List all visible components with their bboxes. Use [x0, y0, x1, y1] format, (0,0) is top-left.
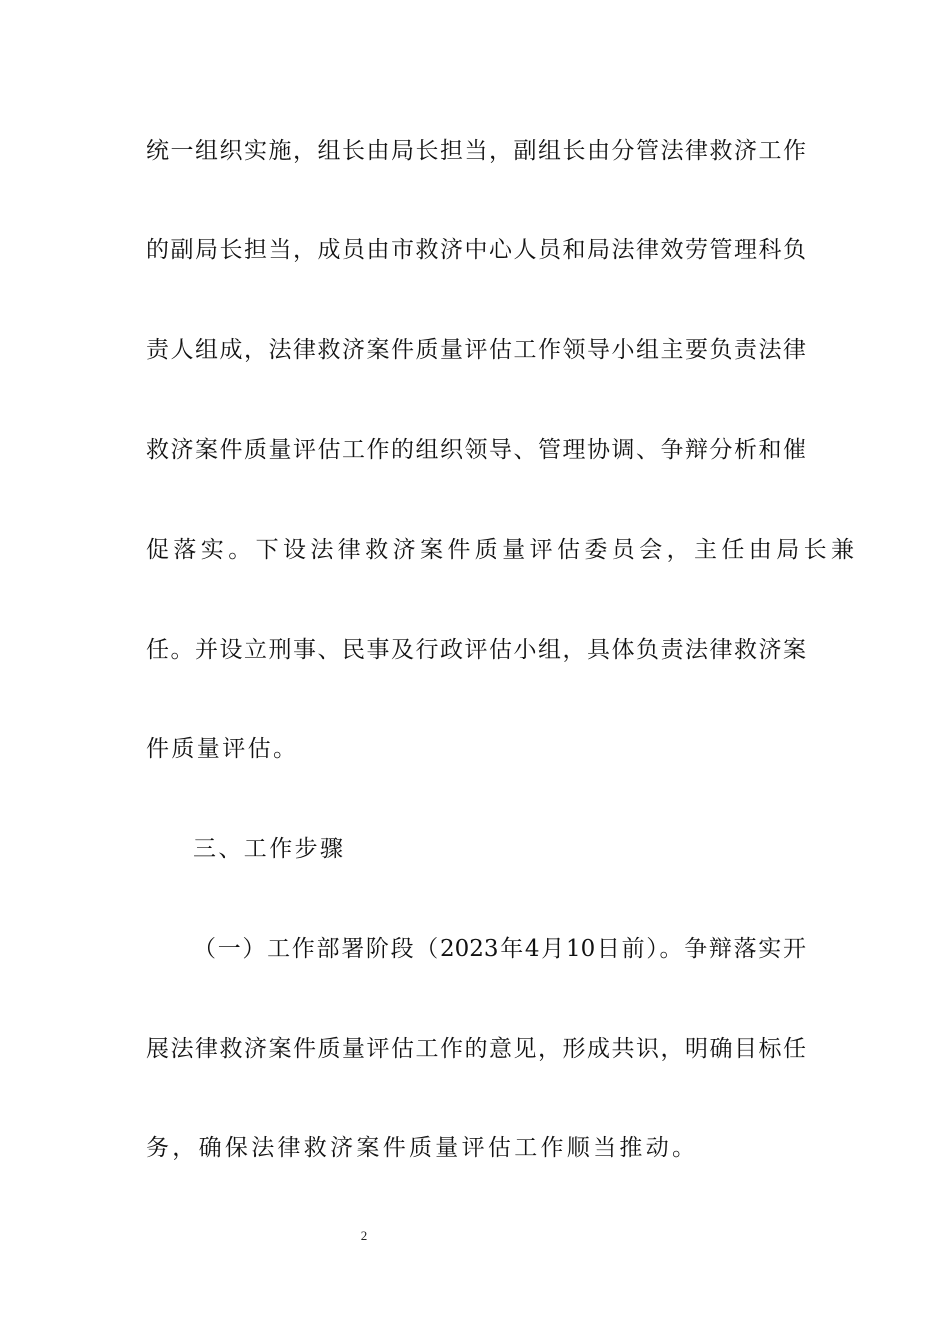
paragraph-line: 救济案件质量评估工作的组织领导、管理协调、争辩分析和催: [146, 437, 806, 463]
paragraph-line: 促落实。下设法律救济案件质量评估委员会，主任由局长兼: [146, 537, 859, 563]
paragraph-line: 件质量评估。: [146, 736, 299, 762]
paragraph-line: 的副局长担当，成员由市救济中心人员和局法律效劳管理科负: [146, 237, 806, 263]
paragraph-line: 务，确保法律救济案件质量评估工作顺当推动。: [146, 1135, 699, 1161]
subsection-heading: （一）工作部署阶段（2023年4月10日前）。争辩落实开: [193, 936, 806, 962]
page-number: 2: [360, 1228, 368, 1243]
paragraph-line: 统一组织实施，组长由局长担当，副组长由分管法律救济工作: [146, 138, 806, 164]
paragraph-line: 责人组成，法律救济案件质量评估工作领导小组主要负责法律: [146, 337, 806, 363]
paragraph-line: 任。并设立刑事、民事及行政评估小组，具体负责法律救济案: [146, 637, 806, 663]
paragraph-line: 展法律救济案件质量评估工作的意见，形成共识，明确目标任: [146, 1036, 806, 1062]
section-heading: 三、工作步骤: [193, 836, 346, 862]
